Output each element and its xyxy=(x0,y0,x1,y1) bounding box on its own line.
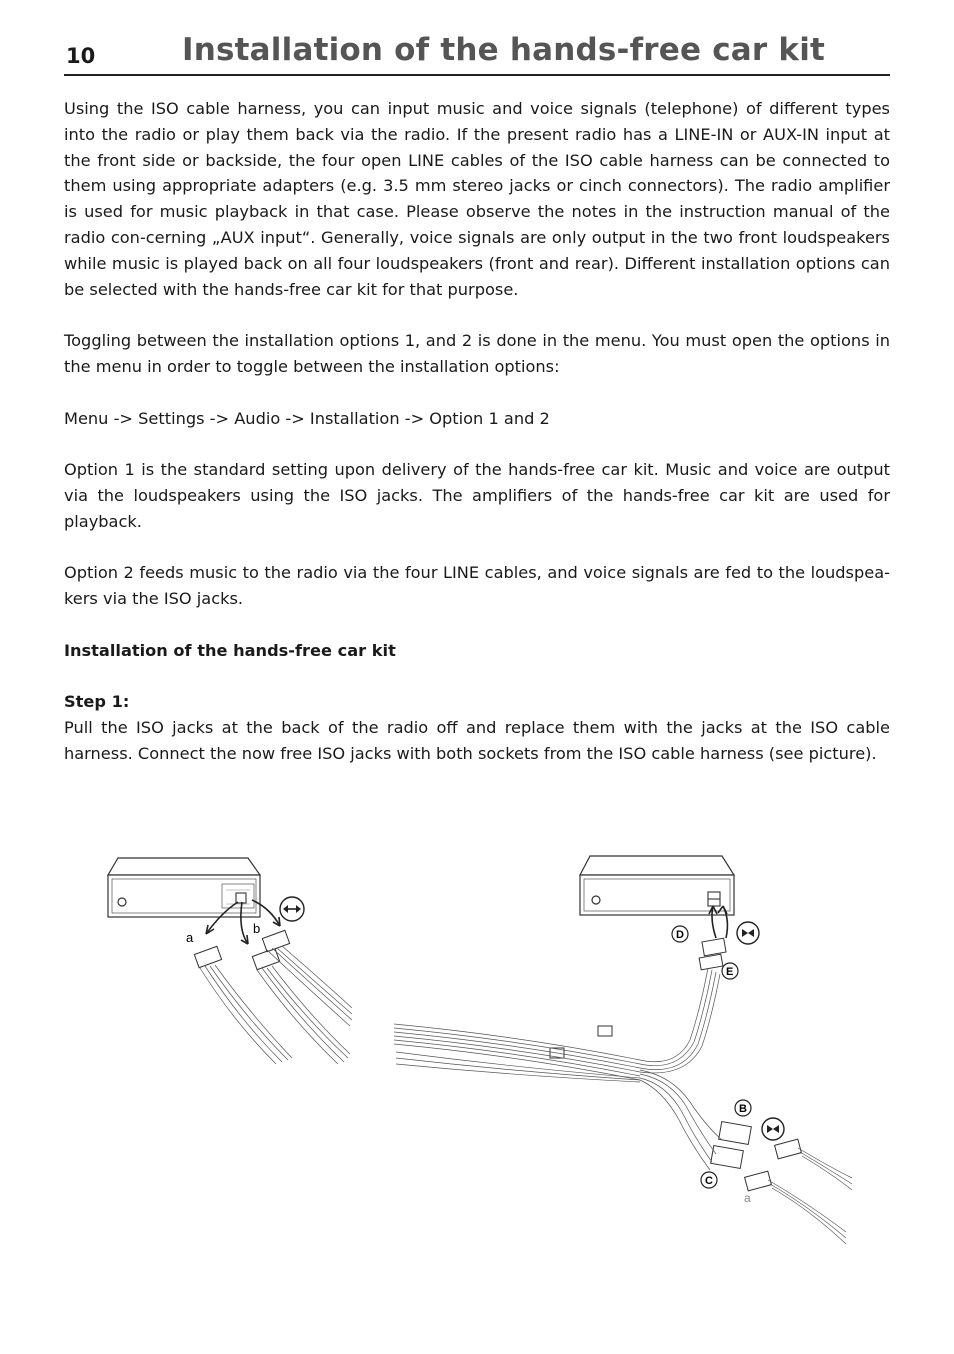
left-label-a: a xyxy=(186,930,194,945)
page-header xyxy=(64,30,890,76)
page-number: 10 xyxy=(66,44,96,68)
installation-illustration xyxy=(0,840,954,1260)
swap-icon-right-bottom xyxy=(762,1118,784,1140)
menu-path: Menu -> Settings -> Audio -> Installation -> Option 1 and 2 xyxy=(64,408,550,428)
step-1-heading: Step 1: xyxy=(64,692,130,712)
body-text xyxy=(64,96,890,793)
label-B: B xyxy=(739,1103,747,1115)
harness-cables xyxy=(394,968,852,1244)
swap-icon-left xyxy=(280,897,304,921)
right-radio-unit xyxy=(580,856,734,915)
label-D: D xyxy=(676,929,684,941)
swap-icon-right-top xyxy=(737,922,759,944)
paragraph-option-2: Option 2 feeds music to the radio via the four LINE cables, and voice signals are fed to the loudspea-kers via the ISO jacks. xyxy=(64,563,890,609)
section-heading: Installation of the hands-free car kit xyxy=(64,640,396,660)
left-cable-bundles xyxy=(200,946,352,1064)
label-C: C xyxy=(705,1175,713,1187)
left-iso-connectors xyxy=(194,930,289,969)
step-1-text: Pull the ISO jacks at the back of the radio off and replace them with the jacks at the ISO cable harness. Connect the now free ISO jacks with both sockets from the ISO cable harness (see picture). xyxy=(64,718,890,763)
label-E: E xyxy=(726,966,734,978)
wiring-diagram xyxy=(0,840,954,1260)
left-radio-unit xyxy=(108,858,260,917)
paragraph-intro: Using the ISO cable harness, you can input music and voice signals (telephone) of different types into the radio or play them back via the radio. If the present radio has a LINE-IN or AUX-IN input at the front side or backside, the four open LINE cables of the ISO cable harness can be connected to them using appropriate adapters (e.g. 3.5 mm stereo jacks or cinch connectors). The radio amplifier is used for music playback in that case. Please observe the notes in the instruction manual of the radio con-cerning „AUX input“. Generally, voice signals are only output in the two front loudspeakers while music is played back on all four loudspeakers (front and rear). Different installation options can be selected with the hands-free car kit for that purpose. xyxy=(64,99,890,299)
left-label-b: b xyxy=(253,921,261,936)
harness-connectors xyxy=(550,938,801,1191)
paragraph-option-1: Option 1 is the standard setting upon delivery of the hands-free car kit. Music and voice are output via the loudspeakers using the ISO jacks. The amplifiers of the hands-free car kit are used for playback. xyxy=(64,460,890,531)
page-title: Installation of the hands-free car kit xyxy=(182,32,826,68)
right-label-a: a xyxy=(744,1191,751,1205)
paragraph-toggle: Toggling between the installation options 1, and 2 is done in the menu. You must open the options in the menu in order to toggle between the installation options: xyxy=(64,331,890,376)
